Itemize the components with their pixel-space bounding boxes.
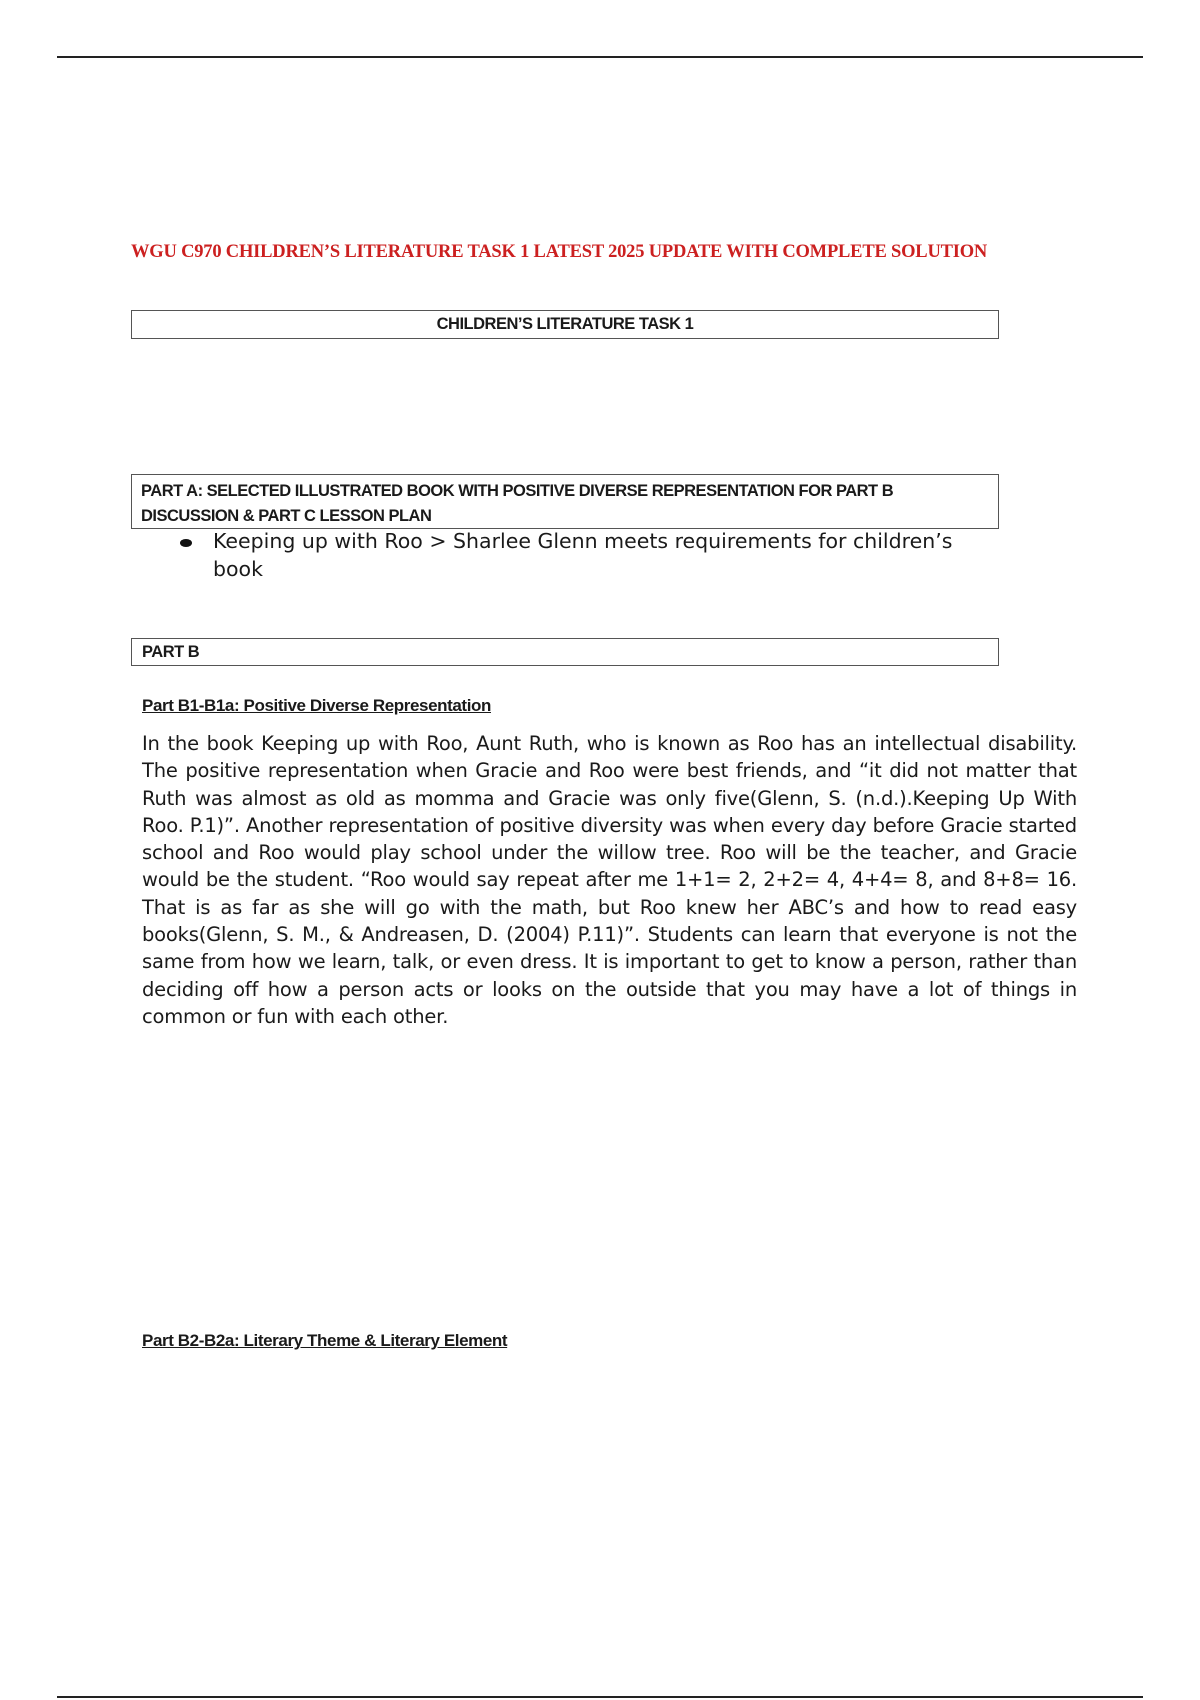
list-item xyxy=(180,528,970,583)
footer-rule xyxy=(57,1696,1143,1698)
bullet-icon xyxy=(180,539,192,547)
part-a-heading-box xyxy=(131,474,999,529)
part-a-heading-line1: PART A: SELECTED ILLUSTRATED BOOK WITH POSITIVE DIVERSE REPRESENTATION FOR PART B xyxy=(141,482,894,500)
header-rule xyxy=(57,56,1143,58)
task-heading-box xyxy=(131,310,999,339)
part-b-heading: PART B xyxy=(142,643,200,661)
section-heading-b1: Part B1-B1a: Positive Diverse Representation xyxy=(142,696,491,715)
document-title: WGU C970 CHILDREN’S LITERATURE TASK 1 LATEST 2025 UPDATE WITH COMPLETE SOLUTION xyxy=(131,242,988,262)
task-heading: CHILDREN’S LITERATURE TASK 1 xyxy=(436,315,694,333)
body-paragraph-b1: In the book Keeping up with Roo, Aunt Ruth, who is known as Roo has an intellectual disability. The positive representation when Gracie and Roo were best friends, and “it did not matter that Ruth was almost as old as momma and Gracie was only five(Glenn, S. (n.d.).Keeping Up With Roo. P.1)”. Another representation of positive diversity was when every day before Gracie started school and Roo would play school under the willow tree. Roo will be the teacher, and Gracie would be the student. “Roo would say repeat after me 1+1= 2, 2+2= 4, 4+4= 8, and 8+8= 16. That is as far as she will go with the math, but Roo knew her ABC’s and how to read easy books(Glenn, S. M., & Andreasen, D. (2004) P.11)”. Students can learn that everyone is not the same from how we learn, talk, or even dress. It is important to get to know a person, rather than deciding off how a person acts or looks on the outside that you may have a lot of things in common or fun with each other. xyxy=(142,732,1077,1028)
part-a-bullet-list xyxy=(180,528,970,583)
bullet-text: Keeping up with Roo > Sharlee Glenn meets requirements for children’s book xyxy=(213,529,953,581)
part-b-heading-box xyxy=(131,638,999,666)
part-a-heading-line2: DISCUSSION & PART C LESSON PLAN xyxy=(141,507,432,525)
section-heading-b2: Part B2-B2a: Literary Theme & Literary Element xyxy=(142,1331,508,1350)
